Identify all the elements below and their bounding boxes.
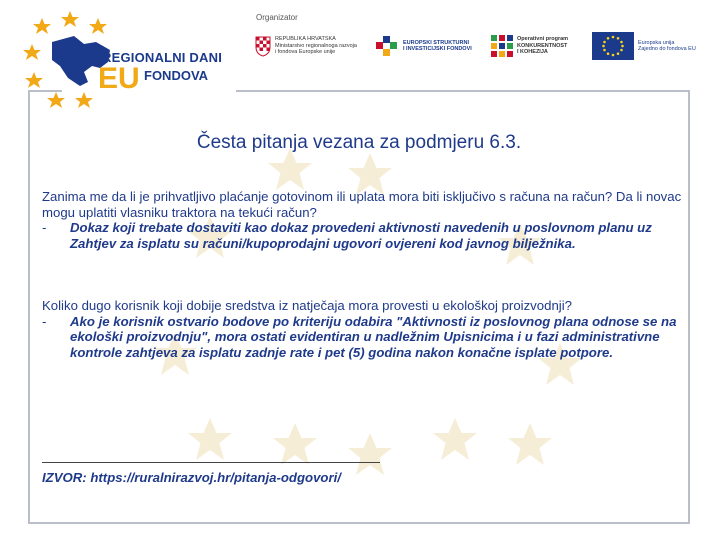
- sponsor-esi-funds-text: EUROPSKI STRUKTURNI I INVESTICIJSKI FONDOVI: [403, 39, 472, 52]
- sponsor-eu: [592, 30, 696, 62]
- sponsor-ministry: [255, 30, 357, 62]
- logo-star-icon: [75, 92, 93, 108]
- question-text: Zanima me da li je prihvatljivo plaćanje gotovinom ili uplata mora biti isključivo s računa na račun? Da li novac mogu uplatiti vlasniku traktora na tekući račun?: [42, 189, 682, 220]
- answer-block: [42, 220, 682, 251]
- answer-text: Ako je korisnik ostvario bodove po kriteriju odabira "Aktivnosti iz poslovnog plana odnose se na ekološki proizvodnju", mora ostati evidentiran u nadležnim Upisnicima i u fazi administrativne kontrole zahtjeva za isplatu zadnje rate i pet (5) godina nakon konačne isplate potpore.: [70, 313, 677, 360]
- organizer-label: Organizator: [256, 13, 298, 22]
- croatian-coat-of-arms-icon: [255, 35, 271, 57]
- qa-item-2: [42, 298, 682, 360]
- question-text: Koliko dugo korisnik koji dobije sredstva iz natječaja mora provesti u ekološkoj proizvodnji?: [42, 298, 572, 313]
- sponsor-ministry-text: REPUBLIKA HRVATSKA Ministarstvo regionalnoga razvoja i fondova Europske unije: [275, 36, 357, 56]
- logo-title-line2: FONDOVA: [144, 68, 209, 83]
- source-divider: [42, 462, 380, 463]
- logo-star-icon: [25, 72, 43, 88]
- sponsor-eu-text: Europska unija Zajedno do fondova EU: [638, 39, 696, 52]
- eu-flag-icon: [592, 32, 634, 60]
- logo-eu: EU: [98, 62, 140, 95]
- logo-star-icon: [47, 92, 65, 108]
- page-title: Česta pitanja vezana za podmjeru 6.3.: [196, 132, 522, 153]
- bullet-dash: -: [42, 220, 47, 235]
- logo-star-icon: [23, 44, 41, 60]
- logo-star-icon: [61, 11, 79, 27]
- qa-item-1: [42, 189, 682, 251]
- logo-star-icon: [33, 18, 51, 34]
- answer-text: Dokaz koji trebate dostaviti kao dokaz provedeni aktivnosti navedenih u poslovnom planu uz Zahtjev za isplatu su računi/kupoprodajni ugovori ovjereni kod javnog bilježnika.: [70, 220, 652, 251]
- header: [0, 0, 720, 112]
- sponsor-op-text: Operativni program KONKURENTNOST I KOHEZIJA: [517, 36, 569, 56]
- answer-block: [42, 314, 682, 361]
- source-link[interactable]: IZVOR: https://ruralnirazvoj.hr/pitanja-odgovori/: [42, 470, 341, 485]
- sponsor-esi-funds: [374, 30, 472, 62]
- logo-title-line1: REGIONALNI DANI: [102, 50, 222, 65]
- op-competitiveness-icon: [490, 34, 514, 58]
- bullet-dash: -: [42, 313, 47, 329]
- regional-days-logo: [22, 8, 252, 112]
- esi-funds-icon: [374, 34, 400, 58]
- sponsor-op-competitiveness: [490, 30, 568, 62]
- logo-star-icon: [89, 18, 107, 34]
